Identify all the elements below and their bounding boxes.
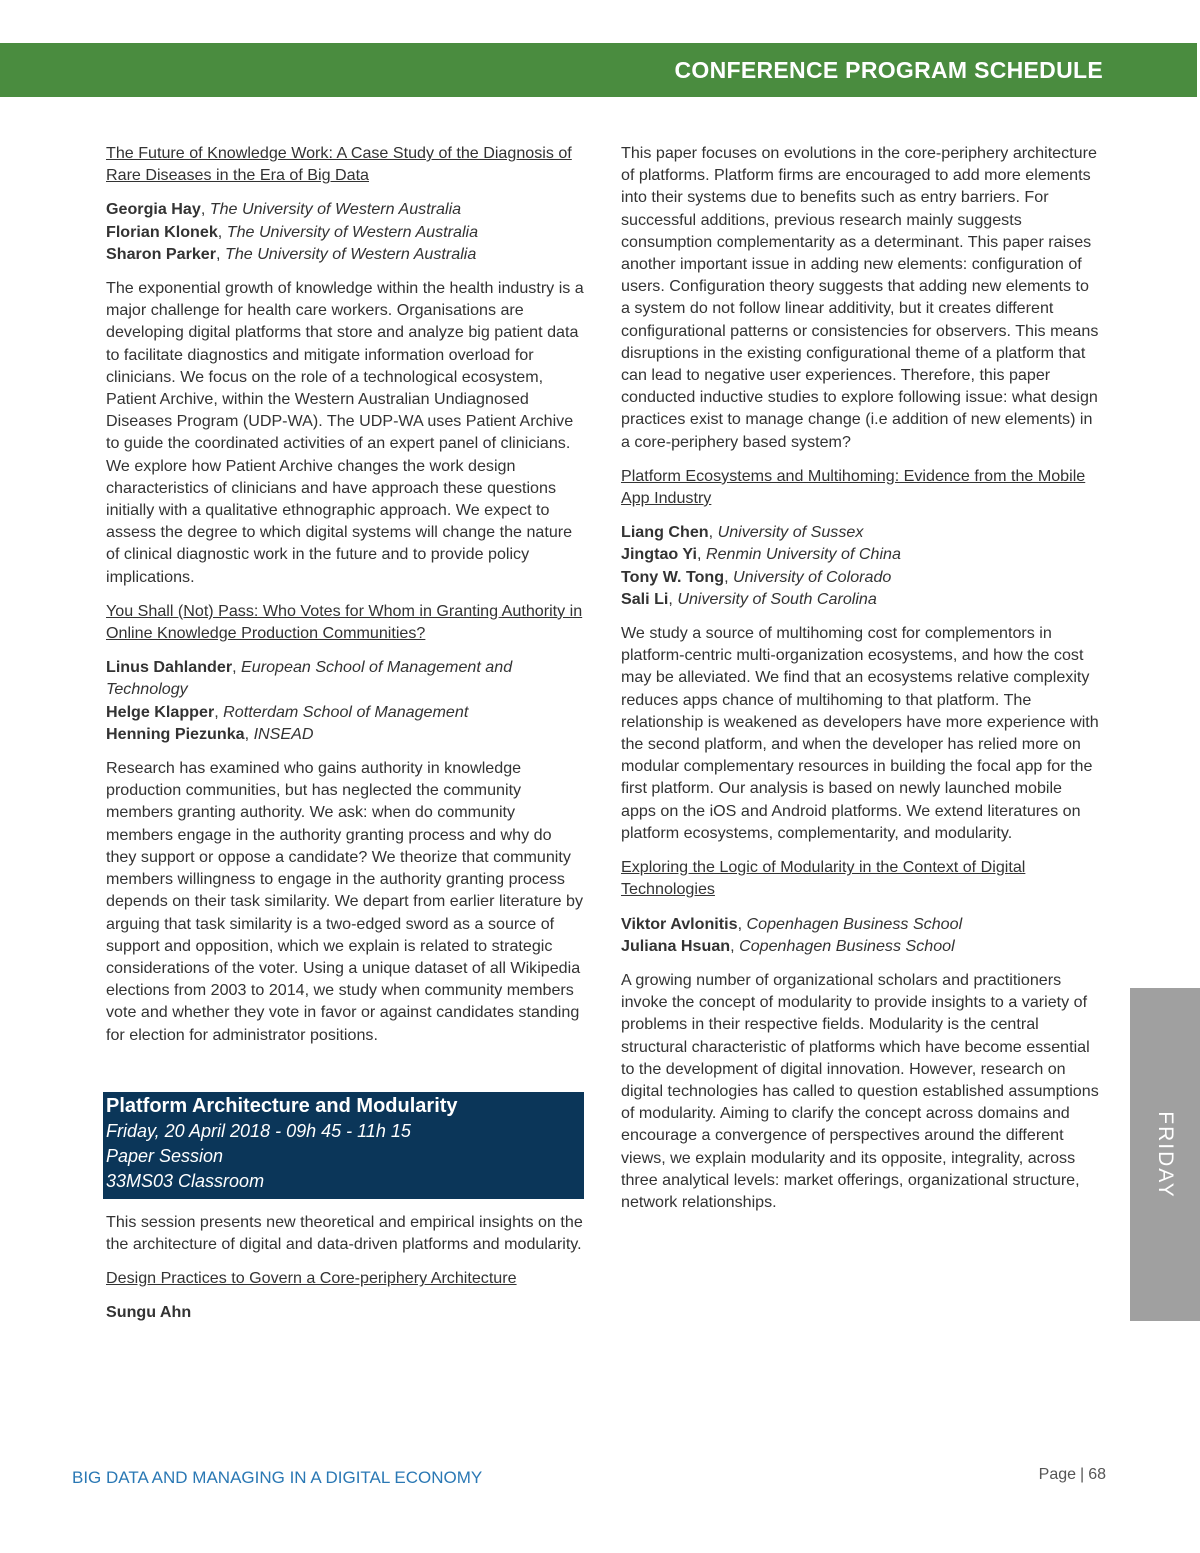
author-affiliation: University of Sussex [717, 523, 864, 542]
session-title: Platform Architecture and Modularity [106, 1094, 458, 1117]
author-entry: Viktor Avlonitis, Copenhagen Business School [621, 914, 963, 933]
left-column [106, 142, 584, 1336]
paper-title-link[interactable]: Design Practices to Govern a Core-periphery Architecture [106, 1269, 517, 1288]
author-affiliation: University of South Carolina [677, 589, 877, 608]
page-separator: | [1080, 1466, 1085, 1483]
session-description: This session presents new theoretical and empirical insights on the the architecture of digital and data-driven platforms and modularity. [106, 1212, 583, 1253]
author-entry: Henning Piezunka, INSEAD [106, 724, 314, 743]
author-affiliation: Rotterdam School of Management [223, 702, 469, 721]
author-name: Florian Klonek [106, 222, 218, 241]
author-name: Sali Li [621, 589, 669, 608]
author-name: Liang Chen [621, 523, 709, 542]
author-entry: Linus Dahlander, European School of Management and Technology [106, 658, 513, 699]
session-header [103, 1092, 584, 1199]
paper-title-link[interactable]: Platform Ecosystems and Multihoming: Evidence from the Mobile App Industry [621, 466, 1086, 508]
author-affiliation: Copenhagen Business School [739, 936, 955, 955]
author-entry: Jingtao Yi, Renmin University of China [621, 545, 901, 564]
author-name: Helge Klapper [106, 702, 215, 721]
author-entry: Georgia Hay, The University of Western Australia [106, 200, 462, 219]
author-affiliation: Renmin University of China [705, 545, 901, 564]
author-list [621, 913, 1099, 957]
session-type: Paper Session [106, 1145, 224, 1166]
author-affiliation: Copenhagen Business School [746, 914, 963, 933]
page-number-value: 68 [1088, 1466, 1106, 1483]
author-name: Sharon Parker [106, 244, 217, 263]
paper-abstract: A growing number of organizational scholars and practitioners invoke the concept of modularity to provide insights to a variety of problems in their respective fields. Modularity is the central structural characteristic of platforms which have become essential to the development of digital innovation. However, research on digital technologies has called to question established assumptions of modularity. Aiming to clarify the concept across domains and encourage a convergence of perspectives around the different views, we explain modularity and its opposite, integrality, across three analytical levels: market offerings, organizational structure, network relationships. [621, 970, 1099, 1211]
author-affiliation: The University of Western Australia [224, 244, 477, 263]
author-name: Henning Piezunka [106, 724, 245, 743]
paper-abstract: Research has examined who gains authority in knowledge production communities, but has neglected the community members granting authority. We ask: when do community members engage in the authority granting process and why do they support or oppose a candidate? We theorize that community members willingness to engage in the authority granting process depends on their task similarity. We depart from earlier literature by arguing that task similarity is a two-edged sword as a source of support and opposition, which we explain is related to strategic considerations of the voter. Using a unique dataset of all Wikipedia elections from 2003 to 2014, we study when community members vote and whether they vote in favor or against candidates standing for election for administrator positions. [106, 759, 584, 1044]
session-datetime: Friday, 20 April 2018 - 09h 45 - 11h 15 [106, 1120, 411, 1141]
author-name: Georgia Hay [106, 200, 201, 219]
author-name: Linus Dahlander [106, 658, 233, 677]
author-name: Jingtao Yi [621, 545, 698, 564]
author-name: Juliana Hsuan [621, 936, 731, 955]
author-affiliation: INSEAD [253, 724, 314, 743]
author-list [621, 521, 1099, 610]
author-affiliation: The University of Western Australia [209, 200, 462, 219]
author-entry: Juliana Hsuan, Copenhagen Business School [621, 936, 955, 955]
day-tab [1130, 988, 1200, 1321]
paper-abstract: The exponential growth of knowledge within the health industry is a major challenge for health care workers. Organisations are developing digital platforms that store and analyze big patient data to facilitate diagnostics and mitigate information overload for clinicians. We focus on the role of a technological ecosystem, Patient Archive, within the Western Australian Undiagnosed Diseases Program (UDP-WA). The UDP-WA uses Patient Archive to guide the coordinated activities of an expert panel of clinicians. We explore how Patient Archive changes the work design characteristics of clinicians and have approach these questions initially with a qualitative ethnographic approach. We expect to assess the degree to which digital systems will change the nature of clinical diagnostic work in the future and to provide policy implications. [106, 279, 584, 586]
author-affiliation: The University of Western Australia [226, 222, 479, 241]
header-bar [0, 43, 1197, 97]
right-column [621, 142, 1099, 1225]
author-entry: Sali Li, University of South Carolina [621, 589, 877, 608]
author-list [106, 656, 584, 745]
paper-abstract: This paper focuses on evolutions in the core-periphery architecture of platforms. Platform firms are encouraged to add more elements into their systems due to benefits such as entry barriers. For successful additions, previous research mainly suggests consumption complementarity as a determinant. This paper raises another important issue in adding new elements: configuration of users. Configuration theory suggests that adding new elements to a system do not follow linear additivity, but it creates different configurational patterns or consistencies for observers. This means disruptions in the existing configurational theme of a platform that can lead to negative user experiences. Therefore, this paper conducted inductive studies to explore following issue: what design practices exist to manage change (i.e addition of new elements) in a core-periphery based system? [621, 144, 1099, 451]
paper-abstract: We study a source of multihoming cost for complementors in platform-centric multi-organization ecosystems, and how the cost may be alleviated. We find that an ecosystems relative complexity reduces apps chance of multihoming to that platform. The relationship is weakened as developers have more experience with the second platform, and when the developer has relied more on modular complementary resources in building the focal app for the first platform. Our analysis is based on newly launched mobile apps on the iOS and Android platforms. We extend literatures on platform ecosystems, complementarity, and modularity. [621, 624, 1099, 842]
paper-title-link[interactable]: Exploring the Logic of Modularity in the Context of Digital Technologies [621, 858, 1026, 899]
author-name: Viktor Avlonitis [621, 914, 738, 933]
paper-title-link[interactable]: The Future of Knowledge Work: A Case Study of the Diagnosis of Rare Diseases in the Era of Big Data [106, 144, 572, 185]
page-label: Page [1038, 1466, 1077, 1483]
author-entry: Tony W. Tong, University of Colorado [621, 567, 892, 586]
author-affiliation: University of Colorado [733, 567, 892, 586]
author-name: Sungu Ahn [106, 1303, 192, 1322]
paper-title-link[interactable]: You Shall (Not) Pass: Who Votes for Whom in Granting Authority in Online Knowledge Production Communities? [106, 601, 583, 643]
session-room: 33MS03 Classroom [106, 1170, 265, 1191]
header-title: CONFERENCE PROGRAM SCHEDULE [674, 57, 1103, 83]
day-tab-label: FRIDAY [1154, 1110, 1177, 1199]
page-number [1039, 1466, 1106, 1484]
author-affiliation: European School of Management and Technology [106, 658, 513, 699]
footer-publication-title: BIG DATA AND MANAGING IN A DIGITAL ECONOMY [72, 1468, 483, 1487]
author-name: Tony W. Tong [621, 567, 725, 586]
author-entry: Sharon Parker, The University of Western Australia [106, 244, 477, 263]
author-entry: Florian Klonek, The University of Western Australia [106, 222, 479, 241]
author-entry: Helge Klapper, Rotterdam School of Management [106, 702, 469, 721]
author-entry: Liang Chen, University of Sussex [621, 523, 864, 542]
author-list [106, 198, 584, 265]
